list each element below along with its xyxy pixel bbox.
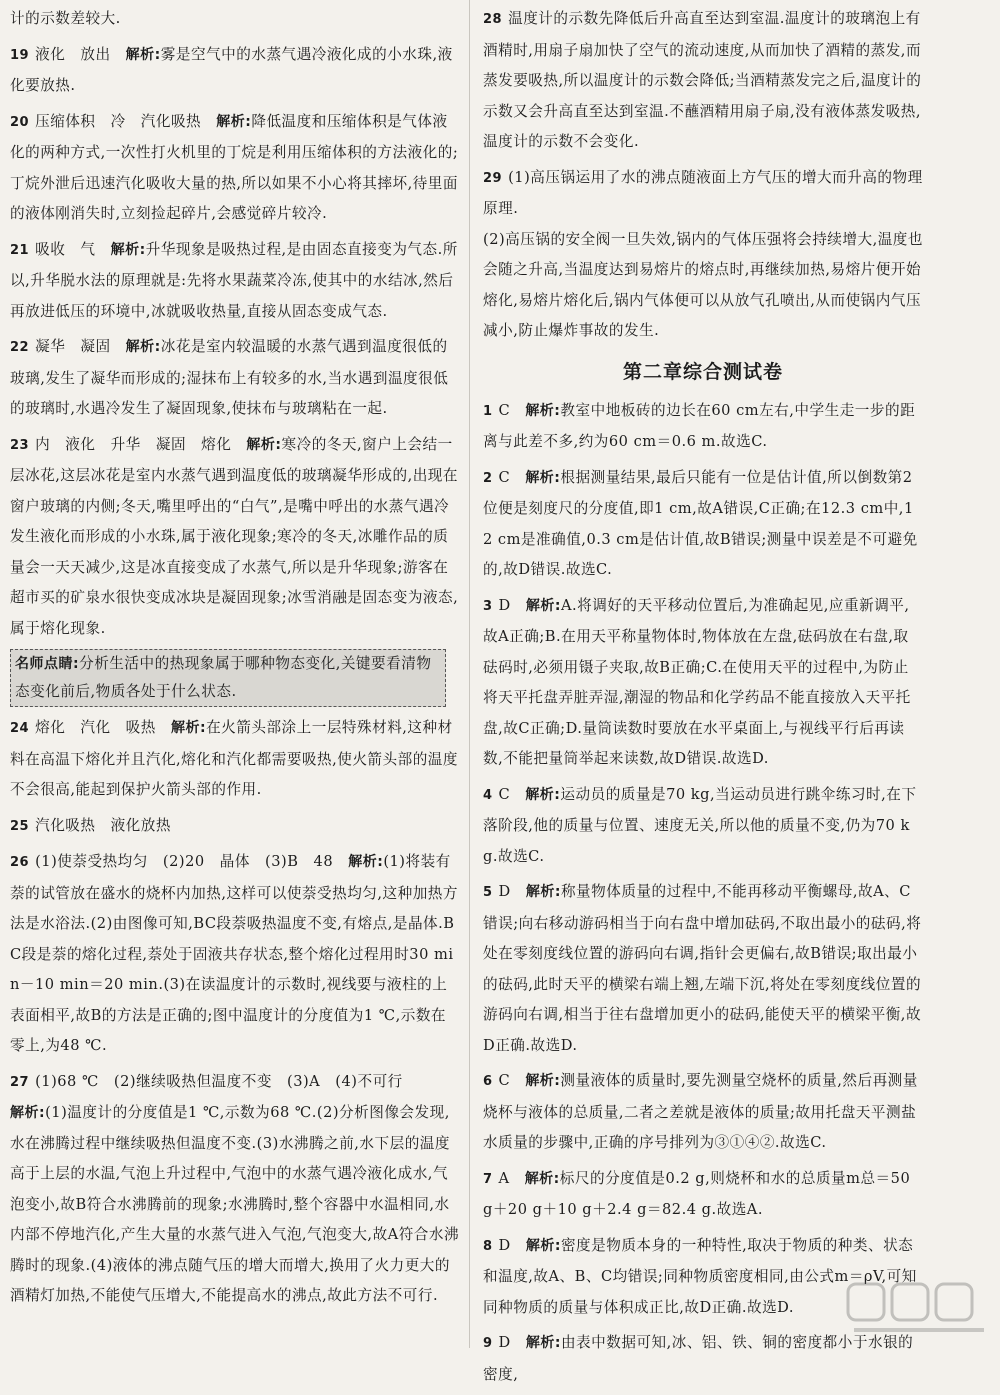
analysis-label: 解析: [125,46,161,63]
answer-text: C [498,785,526,803]
explanation-text: 测量液体的质量时,要先测量空烧杯的质量,然后再测量烧杯与液体的总质量,二者之差就是液体的质量;故用托盘天平测盐水质量的步骤中,正确的序号排列为③①④②.故选C. [483,1072,918,1151]
analysis-label: 解析: [348,854,384,870]
answer-item [10,235,460,328]
analysis-label: 解析: [170,720,207,736]
analysis-label: 解析: [525,884,561,900]
explanation-text: 温度计的示数先降低后升高直至达到室温.温度计的玻璃泡上有酒精时,用扇子扇加快了空气的流动速度,从而加快了酒精的蒸发,而蒸发要吸热,所以温度计的示数会降低;当酒精蒸发完之后,温度计的示数又会升高直至达到室温.不蘸酒精用扇子扇,没有液体蒸发吸热,温度计的示数不会变化. [483,10,922,150]
analysis-label: 解析: [525,597,561,614]
question-number: 2 [483,470,493,486]
watermark-logo-icon [844,1278,994,1338]
question-number: 4 [483,787,493,803]
explanation-text: 在火箭头部涂上一层特殊材料,这种材料在高温下熔化并且汽化,熔化和汽化都需要吸热,使火箭头部的温度不会很高,能起到保护火箭头部的作用. [10,719,458,798]
answer-text: D [498,1236,526,1254]
question-number: 20 [10,114,30,130]
analysis-label: 解析: [525,1335,561,1351]
explanation-text: 密度是物质本身的一种特性,取决于物质的种类、状态和温度,故A、B、C均错误;同种物质密度相同,由公式m＝ρV,可知同种物质的质量与体积成正比,故D正确.故选D. [483,1236,917,1316]
question-number: 28 [483,12,503,27]
analysis-label: 解析: [216,113,252,130]
answer-text: 汽化吸热 液化放热 [35,816,171,834]
answer-item [10,847,460,1062]
column-divider [469,0,470,1348]
explanation-text: 冰花是室内较温暖的水蒸气遇到温度很低的玻璃,发生了凝华而形成的;湿抹布上有较多的水,当水遇到温度很低的玻璃时,水遇冷发生了凝固现象,使抹布与玻璃粘在一起. [10,338,449,417]
analysis-label: 解析: [524,1170,560,1187]
answer-item [10,332,460,425]
explanation-text: A.将调好的天平移动位置后,为准确起见,应重新调平,故A正确;B.在用天平称量物体时,物体放在左盘,砝码放在右盘,取砝码时,必须用镊子夹取,故B正确;C.在使用天平的过程中,为防止将天平托盘弄脏弄湿,潮湿的物品和化学药品不能直接放入天平托盘,故C正确;D.量筒读数时要放在水平桌面上,与视线平行后再读数,不能把量筒举起来读数,故D错误.故选D. [483,596,911,767]
answer-item [483,1066,923,1159]
answer-item [483,1164,923,1226]
analysis-label: 解析: [525,786,561,803]
answer-text: 凝华 凝固 [35,338,126,355]
answer-text: A [498,1169,525,1187]
teacher-tip-box [10,649,446,707]
tip-text: 分析生活中的热现象属于哪种物态变化,关键要看清物态变化前后,物质各处于什么状态. [15,655,432,700]
analysis-label: 解析: [110,241,146,258]
answer-item [10,713,460,806]
answer-text: D [498,596,526,614]
answer-text: D [498,883,526,900]
answer-item [483,163,923,347]
left-column [10,4,460,1317]
answer-item [483,591,923,775]
question-number: 6 [483,1074,493,1089]
analysis-label: 解析: [246,436,282,453]
question-number: 21 [10,242,30,258]
answer-text: C [498,468,526,486]
explanation-text: (1)将装有萘的试管放在盛水的烧杯内加热,这样可以使萘受热均匀,这种加热方法是水浴法.(2)由图像可知,BC段萘吸热温度不变,有熔点,是晶体.BC段是萘的熔化过程,萘处于固液共存状态,整个熔化过程用时30 min－10 min＝20 min.(3)在读温度计的示数时,视线要与液柱的上表面相平,故B的方法是正确的;图中温度计的分度值为1 ℃,示数在零上,为48 ℃. [10,853,458,1054]
question-number: 22 [10,340,30,355]
analysis-label: 解析: [525,1237,561,1254]
answer-text: 吸收 气 [35,240,111,258]
explanation-text: 升华现象是吸热过程,是由固态直接变为气态.所以,升华脱水法的原理就是:先将水果蔬菜冷冻,使其中的水结冰,然后再放进低压的环境中,冰就吸收热量,直接从固态变成气态. [10,240,458,320]
question-number: 29 [483,170,503,186]
section-heading: 第二章综合测试卷 [622,360,783,383]
explanation-text: 教室中地板砖的边长在60 cm左右,中学生走一步的距离与此差不多,约为60 cm＝0.6 m.故选C. [483,401,916,450]
analysis-label: 解析: [525,469,561,486]
answer-text: 液化 放出 [35,45,126,63]
answer-text: (1)使萘受热均匀 (2)20 晶体 (3)B 48 [35,853,349,870]
question-number: 19 [10,47,30,63]
explanation-text: 计的示数差较大. [10,10,121,27]
explanation-text: 根据测量结果,最后只能有一位是估计值,所以倒数第2位便是刻度尺的分度值,即1 cm,故A错误,C正确;在12.3 cm中,12 cm是准确值,0.3 cm是估计值,故B错误;测量中误差是不可避免的,故D错误.故选C. [483,468,918,578]
answer-item [483,396,923,458]
answer-text: C [498,1072,526,1089]
answer-text: 内 液化 升华 凝固 熔化 [35,435,247,453]
explanation-text: 运动员的质量是70 kg,当运动员进行跳伞练习时,在下落阶段,他的质量与位置、速度无关,所以他的质量不变,仍为70 kg.故选C. [483,785,917,865]
answer-text: 熔化 汽化 吸热 [35,719,171,736]
question-number: 3 [483,598,493,614]
tip-label: 名师点睛: [15,656,80,672]
analysis-label: 解析: [525,1073,561,1089]
answer-text: 压缩体积 冷 汽化吸热 [35,112,217,130]
explanation-text: (1)温度计的分度值是1 ℃,示数为68 ℃.(2)分析图像会发现,水在沸腾过程中继续吸热但温度不变.(3)水沸腾之前,水下层的温度高于上层的水温,气泡上升过程中,气泡中的水蒸气遇冷液化成水,气泡变小,故B符合水沸腾前的现象;水沸腾时,整个容器中水温相同,水内部不停地汽化,产生大量的水蒸气进入气泡,气泡变大,故A符合水沸腾时的现象.(4)液体的沸点随气压的增大而增大,换用了火力更大的酒精灯加热,不能使气压增大,不能提高水的沸点,故此方法不可行. [10,1104,460,1304]
answer-item [483,877,923,1061]
continued-text [10,4,460,35]
answer-item [483,463,923,586]
explanation-text: 称量物体质量的过程中,不能再移动平衡螺母,故A、C错误;向右移动游码相当于向右盘中增加砝码,不取出最小的砝码,将处在零刻度线位置的游码向右调,指针会更偏右,故B错误;取出最小的砝码,此时天平的横梁右端上翘,左端下沉,将处在零刻度线位置的游码向右调,相当于往右盘增加更小的砝码,能使天平的横梁平衡,故D正确.故选D. [483,883,922,1054]
analysis-label: 解析: [525,402,561,419]
answer-text: C [498,401,526,419]
answer-item [10,430,460,645]
answer-item [10,107,460,230]
explanation-text-part2: (2)高压锅的安全阀一旦失效,锅内的气体压强将会持续增大,温度也会随之升高,当温度达到易熔片的熔点时,再继续加热,易熔片便开始熔化,易熔片熔化后,锅内气体便可以从放气孔喷出,从而使锅内气压减小,防止爆炸事故的发生. [483,230,923,339]
answer-text: (1)68 ℃ (2)继续吸热但温度不变 (3)A (4)不可行 [35,1072,403,1090]
answer-item [483,780,923,873]
answer-item [10,811,460,843]
question-number: 7 [483,1171,493,1187]
question-number: 9 [483,1336,493,1351]
question-number: 5 [483,885,493,900]
answer-item [483,4,923,158]
question-number: 26 [10,855,30,870]
question-number: 27 [10,1074,30,1090]
explanation-text: 降低温度和压缩体积是气体液化的两种方式,一次性打火机里的丁烷是利用压缩体积的方法液化的;丁烷外泄后迅速汽化吸收大量的热,所以如果不小心将其摔坏,待里面的液体刚消失时,立刻捡起碎片,会感觉碎片较冷. [10,112,459,222]
explanation-text: 雾是空气中的水蒸气遇冷液化成的小水珠,液化要放热. [10,45,453,94]
answer-text: D [498,1334,526,1351]
explanation-text: 标尺的分度值是0.2 g,则烧杯和水的总质量m总＝50 g＋20 g＋10 g＋2.4 g＝82.4 g.故选A. [483,1169,911,1218]
question-number: 24 [10,721,30,736]
answer-item [10,1067,460,1312]
explanation-text: 寒冷的冬天,窗户上会结一层冰花,这层冰花是室内水蒸气遇到温度低的玻璃凝华形成的,出现在窗户玻璃的内侧;冬天,嘴里呼出的“白气”,是嘴中呼出的水蒸气遇冷发生液化而形成的小水珠,属于液化现象;寒冷的冬天,冰雕作品的质量会一天天减少,这是冰直接变成了水蒸气,所以是升华现象;游客在超市买的矿泉水很快变成冰块是凝固现象;冰雪消融是固态变为液态,属于熔化现象. [10,435,459,637]
analysis-label: 解析: [125,339,161,355]
analysis-label: 解析: [10,1105,46,1121]
explanation-text: 由表中数据可知,冰、铝、铁、铜的密度都小于水银的密度, [483,1334,914,1383]
right-column [483,4,923,1395]
question-number: 25 [10,818,30,834]
question-number: 1 [483,403,493,419]
explanation-text: (1)高压锅运用了水的沸点随液面上方气压的增大而升高的物理原理. [483,168,923,217]
question-number: 8 [483,1238,493,1254]
answer-item [10,40,460,102]
question-number: 23 [10,437,30,453]
